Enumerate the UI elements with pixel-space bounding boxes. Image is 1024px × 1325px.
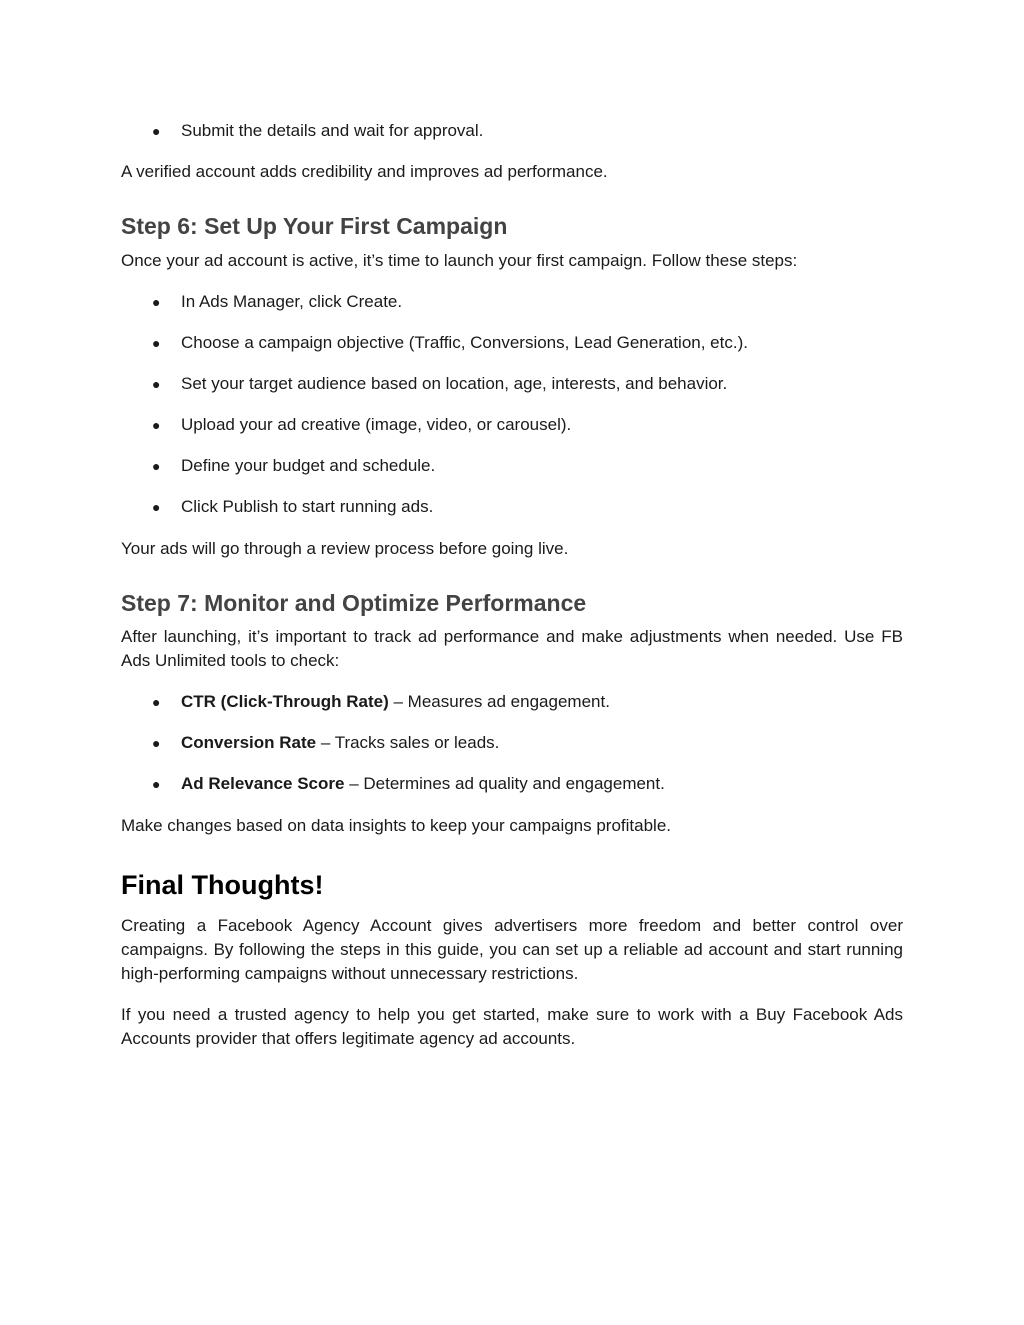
list-item-text: Define your budget and schedule. xyxy=(181,456,436,475)
metric-description: – Measures ad engagement. xyxy=(388,692,610,711)
paragraph: A verified account adds credibility and improves ad performance. xyxy=(121,162,608,181)
paragraph: After launching, it’s important to track ad performance and make adjustments when needed. Use FB Ads Unlimited tools to check: xyxy=(121,627,903,670)
list-item-text: Upload your ad creative (image, video, or carousel). xyxy=(181,415,572,434)
bullet-icon: ● xyxy=(152,776,161,792)
list-item xyxy=(121,773,903,795)
section-heading: Step 6: Set Up Your First Campaign xyxy=(121,213,508,239)
paragraph: Make changes based on data insights to keep your campaigns profitable. xyxy=(121,816,672,835)
paragraph: Once your ad account is active, it’s time to launch your first campaign. Follow these steps: xyxy=(121,251,798,270)
paragraph: If you need a trusted agency to help you get started, make sure to work with a Buy Facebook Ads Accounts provider that offers legitimate agency ad accounts. xyxy=(121,1005,903,1048)
metric-term: Conversion Rate xyxy=(181,733,317,752)
bullet-icon: ● xyxy=(152,376,161,392)
bullet-icon: ● xyxy=(152,458,161,474)
bullet-icon: ● xyxy=(152,335,161,351)
section-heading: Step 7: Monitor and Optimize Performance xyxy=(121,590,587,616)
list-item xyxy=(121,291,903,313)
list-item xyxy=(121,332,903,354)
bullet-icon: ● xyxy=(152,123,161,139)
list-item xyxy=(121,120,903,142)
bullet-icon: ● xyxy=(152,694,161,710)
bullet-list-campaign-steps xyxy=(121,291,903,537)
bullet-icon: ● xyxy=(152,294,161,310)
metric-term: CTR (Click-Through Rate) xyxy=(181,692,389,711)
bullet-list-verification xyxy=(121,120,903,161)
bullet-icon: ● xyxy=(152,499,161,515)
paragraph: Your ads will go through a review process before going live. xyxy=(121,539,569,558)
list-item-text: Click Publish to start running ads. xyxy=(181,497,434,516)
list-item-text: Choose a campaign objective (Traffic, Conversions, Lead Generation, etc.). xyxy=(181,333,748,352)
list-item xyxy=(121,414,903,436)
bullet-list-metrics xyxy=(121,691,903,814)
list-item xyxy=(121,732,903,754)
metric-term: Ad Relevance Score xyxy=(181,774,345,793)
bullet-icon: ● xyxy=(152,417,161,433)
list-item-text: Set your target audience based on location, age, interests, and behavior. xyxy=(181,374,728,393)
bullet-icon: ● xyxy=(152,735,161,751)
metric-description: – Tracks sales or leads. xyxy=(316,733,500,752)
list-item-text: In Ads Manager, click Create. xyxy=(181,292,403,311)
final-heading: Final Thoughts! xyxy=(121,870,324,900)
metric-description: – Determines ad quality and engagement. xyxy=(344,774,665,793)
list-item-text: Submit the details and wait for approval. xyxy=(181,121,484,140)
list-item xyxy=(121,691,903,713)
paragraph: Creating a Facebook Agency Account gives advertisers more freedom and better control over campaigns. By following the steps in this guide, you can set up a reliable ad account and start running high-performing campaigns without unnecessary restrictions. xyxy=(121,916,903,983)
list-item xyxy=(121,496,903,518)
list-item xyxy=(121,373,903,395)
list-item xyxy=(121,455,903,477)
